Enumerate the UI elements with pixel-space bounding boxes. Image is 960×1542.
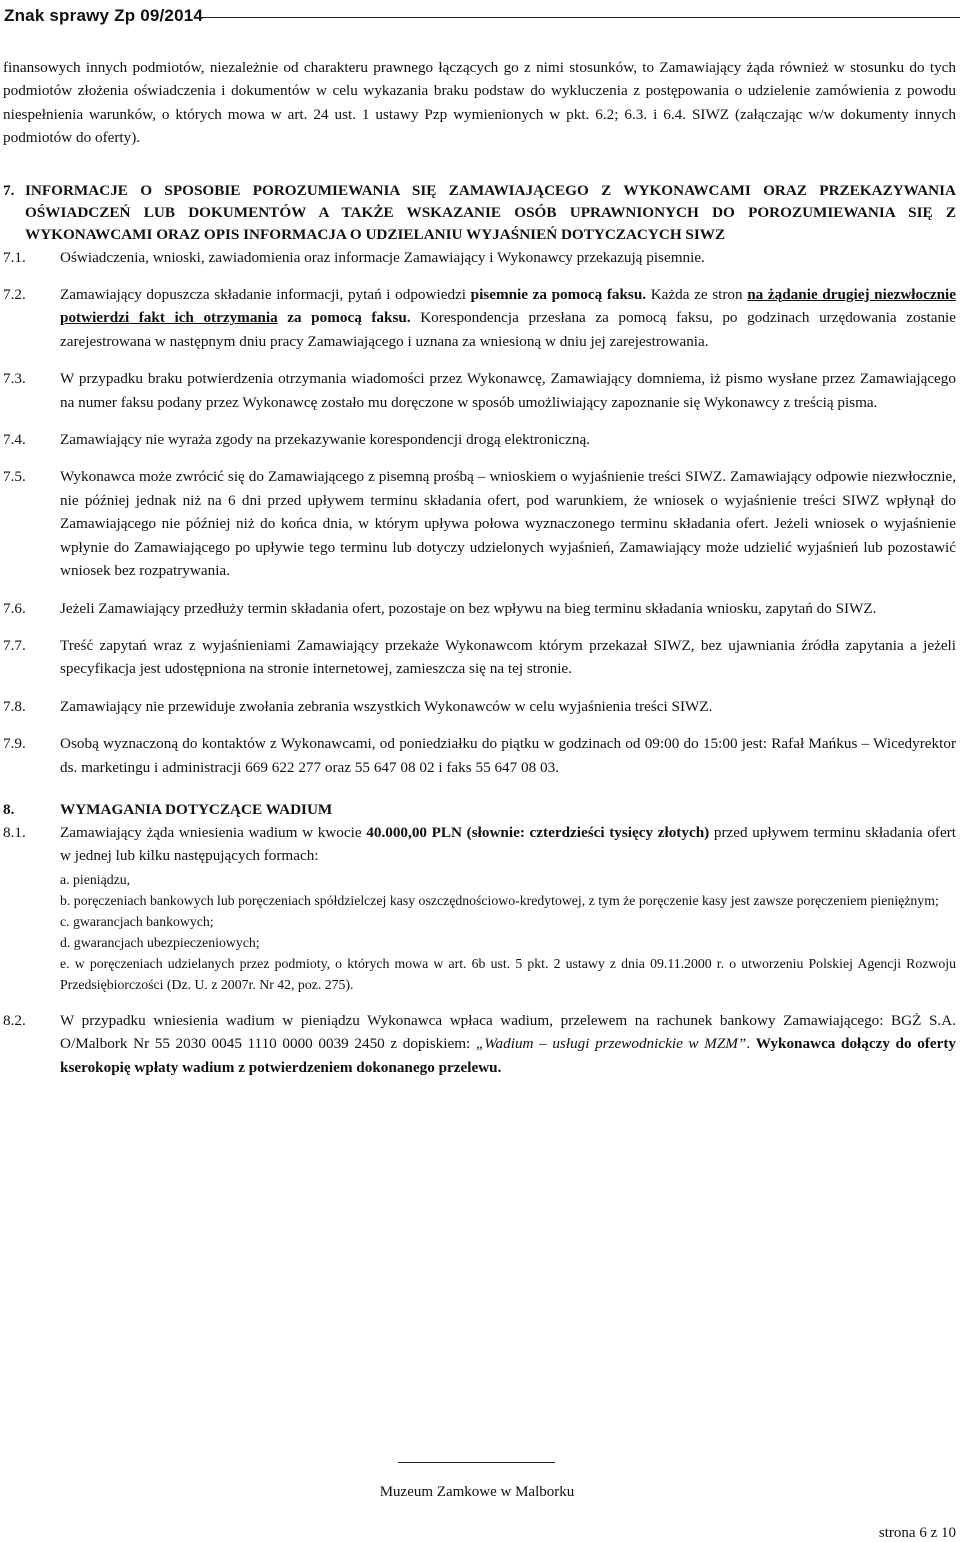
section-8-heading (3, 799, 956, 821)
paragraph-7-5 (3, 465, 956, 582)
document-body (3, 56, 956, 1093)
list-item: c. gwarancjach bankowych; (60, 913, 214, 929)
paragraph-7-8 (3, 695, 956, 718)
paragraph-text: Jeżeli Zamawiający przedłuży termin składania ofert, pozostaje on bez wpływu na bieg terminu składania wniosku, zapytań do SIWZ. (60, 599, 877, 617)
section-number: 8. (3, 800, 15, 818)
paragraph-7-9 (3, 732, 956, 779)
paragraph-7-4 (3, 428, 956, 451)
paragraph-8-2 (3, 1009, 956, 1079)
paragraph-text (60, 283, 956, 353)
paragraph-number: 7.6. (3, 599, 26, 617)
paragraph-text: Wykonawca może zwrócić się do Zamawiającego z pisemną prośbą – wnioskiem o wyjaśnienie treści SIWZ. Zamawiający odpowie niezwłocznie, nie później jednak niż na 6 dni przed upływem terminu składania ofert, pod warunkiem, że wniosek o wyjaśnienie treści SIWZ wpłynął do Zamawiającego nie później niż do końca dnia, w którym upływa połowa wyznaczonego terminu składania ofert. Jeżeli wniosek o wyjaśnienie wpłynie do Zamawiającego po upływie tego terminu lub dotyczy udzielonych wyjaśnień, Zamawiający może udzielić wyjaśnień lub pozostawić wniosek bez rozpatrywania. (60, 468, 956, 580)
paragraph-text: Oświadczenia, wnioski, zawiadomienia oraz informacje Zamawiający i Wykonawcy przekazują pisemnie. (60, 248, 705, 266)
paragraph-number: 7.7. (3, 636, 26, 654)
section-7-heading (3, 180, 956, 246)
italic-run: „Wadium – usługi przewodnickie w MZM” (475, 1035, 747, 1053)
list-item: e. w poręczeniach udzielanych przez podmioty, o których mowa w art. 6b ust. 5 pkt. 2 ustawy z dnia 09.11.2000 r. o utworzeniu Polskiej Agencji Rozwoju Przedsiębiorczości (Dz. U. z 2007r. Nr 42, poz. 275). (60, 955, 956, 992)
paragraph-number: 8.1. (3, 823, 26, 841)
intro-paragraph: finansowych innych podmiotów, niezależnie od charakteru prawnego łączących go z nimi stosunków, to Zamawiający żąda również w stosunku do tych podmiotów złożenia oświadczenia i dokumentów w celu wykazania braku podstaw do wykluczenia z postępowania o udzielenie zamówienia z powodu niespełnienia warunków, o których mowa w art. 24 ust. 1 ustawy Pzp wymienionych w pkt. 6.2; 6.3. i 6.4. SIWZ (załączając w/w dokumenty innych podmiotów do oferty). (3, 59, 956, 147)
document-reference: Znak sprawy Zp 09/2014 (4, 6, 204, 25)
paragraph-7-1 (3, 246, 956, 269)
list-item: a. pieniądzu, (60, 871, 131, 887)
section-title: INFORMACJE O SPOSOBIE POROZUMIEWANIA SIĘ ZAMAWIAJĄCEGO Z WYKONAWCAMI ORAZ PRZEKAZYWANIA OŚWIADCZEŃ LUB DOKUMENTÓW A TAKŻE WSKAZANIE OSÓB UPRAWNIONYCH DO POROZUMIEWANIA SIĘ Z WYKONAWCAMI ORAZ OPIS INFORMACJA O UDZIELANIU WYJAŚNIEŃ DOTYCZACYCH SIWZ (25, 181, 956, 243)
footer-rule (398, 1462, 555, 1463)
text-run: Zamawiający dopuszcza składanie informacji, pytań i odpowiedzi (60, 286, 471, 304)
paragraph-number: 7.2. (3, 286, 26, 304)
bold-run: za pomocą faksu. (277, 309, 411, 327)
page-footer (0, 1462, 960, 1541)
bold-run: 40.000,00 PLN (słownie: czterdzieści tysięcy złotych) (366, 823, 710, 841)
bold-run: pisemnie za pomocą faksu. (470, 286, 647, 304)
paragraph-number: 7.3. (3, 370, 26, 388)
section-title: WYMAGANIA DOTYCZĄCE WADIUM (60, 800, 333, 818)
paragraph-text (60, 1009, 956, 1079)
section-number: 7. (3, 181, 15, 199)
underlined-run: na żądanie drugiej niezwłocznie potwierdzi fakt ich otrzymania (60, 286, 956, 327)
paragraph-number: 7.1. (3, 248, 26, 266)
page-number: strona 6 z 10 (878, 1525, 956, 1541)
paragraph-number: 7.4. (3, 431, 26, 449)
paragraph-text: Zamawiający nie wyraża zgody na przekazywanie korespondencji drogą elektroniczną. (60, 431, 591, 449)
paragraph-text (60, 821, 956, 995)
bold-run: Wykonawca dołączy do oferty kserokopię wpłaty wadium z potwierdzeniem dokonanego przelewu. (60, 1035, 956, 1076)
paragraph-7-6 (3, 597, 956, 620)
header-rule (196, 17, 960, 18)
page-header (0, 6, 960, 34)
text-run: Korespondencja przesłana za pomocą faksu, po godzinach urzędowania zostanie zarejestrowana w następnym dniu pracy Zamawiającego i uznana za wniesioną w dniu jej zarejestrowania. (60, 309, 956, 350)
text-run: Zamawiający żąda wniesienia wadium w kwocie (60, 823, 367, 841)
wadium-forms-list (60, 869, 956, 995)
institution-name: Muzeum Zamkowe w Malborku (379, 1484, 575, 1500)
paragraph-7-3 (3, 367, 956, 414)
paragraph-7-2 (3, 283, 956, 353)
paragraph-text: Treść zapytań wraz z wyjaśnieniami Zamawiający przekaże Wykonawcom którym przekazał SIWZ, bez ujawniania źródła zapytania a jeżeli specyfikacja jest udostępniona na stronie internetowej, zamieszcza się na tej stronie. (60, 636, 956, 678)
paragraph-number: 8.2. (3, 1011, 26, 1029)
text-run: przed upływem terminu składania ofert w jednej lub kilku następujących formach: (60, 823, 957, 865)
text-run: Każda ze stron (646, 286, 748, 304)
text-run: W przypadku wniesienia wadium w pieniądzu Wykonawca wpłaca wadium, przelewem na rachunek bankowy Zamawiającego: BGŻ S.A. O/Malbork Nr 55 2030 0045 1110 0000 0039 2450 z dopiskiem: (60, 1011, 956, 1053)
paragraph-number: 7.5. (3, 468, 26, 486)
paragraph-text: Osobą wyznaczoną do kontaktów z Wykonawcami, od poniedziałku do piątku w godzinach od 09:00 do 15:00 jest: Rafał Mańkus – Wicedyrektor ds. marketingu i administracji 669 622 277 oraz 55 647 08 02 i faks 55 647 08 03. (60, 735, 956, 776)
paragraph-text: W przypadku braku potwierdzenia otrzymania wiadomości przez Wykonawcę, Zamawiający domniema, iż pismo wysłane przez Zamawiającego na numer faksu podany przez Wykonawcę zostało mu doręczone w sposób umożliwiający zapoznanie się Wykonawcy z treścią pisma. (60, 370, 956, 411)
paragraph-lead (60, 821, 956, 868)
paragraph-7-7 (3, 634, 956, 681)
paragraph-8-1 (3, 821, 956, 995)
list-item: d. gwarancjach ubezpieczeniowych; (60, 934, 260, 950)
paragraph-number: 7.8. (3, 697, 26, 715)
text-run: . (746, 1035, 756, 1053)
list-item: b. poręczeniach bankowych lub poręczeniach spółdzielczej kasy oszczędnościowo-kredytowej, z tym że poręczenie kasy jest zawsze poręczeniem pieniężnym; (60, 892, 939, 908)
paragraph-text: Zamawiający nie przewiduje zwołania zebrania wszystkich Wykonawców w celu wyjaśnienia treści SIWZ. (60, 697, 713, 715)
paragraph-number: 7.9. (3, 735, 26, 753)
